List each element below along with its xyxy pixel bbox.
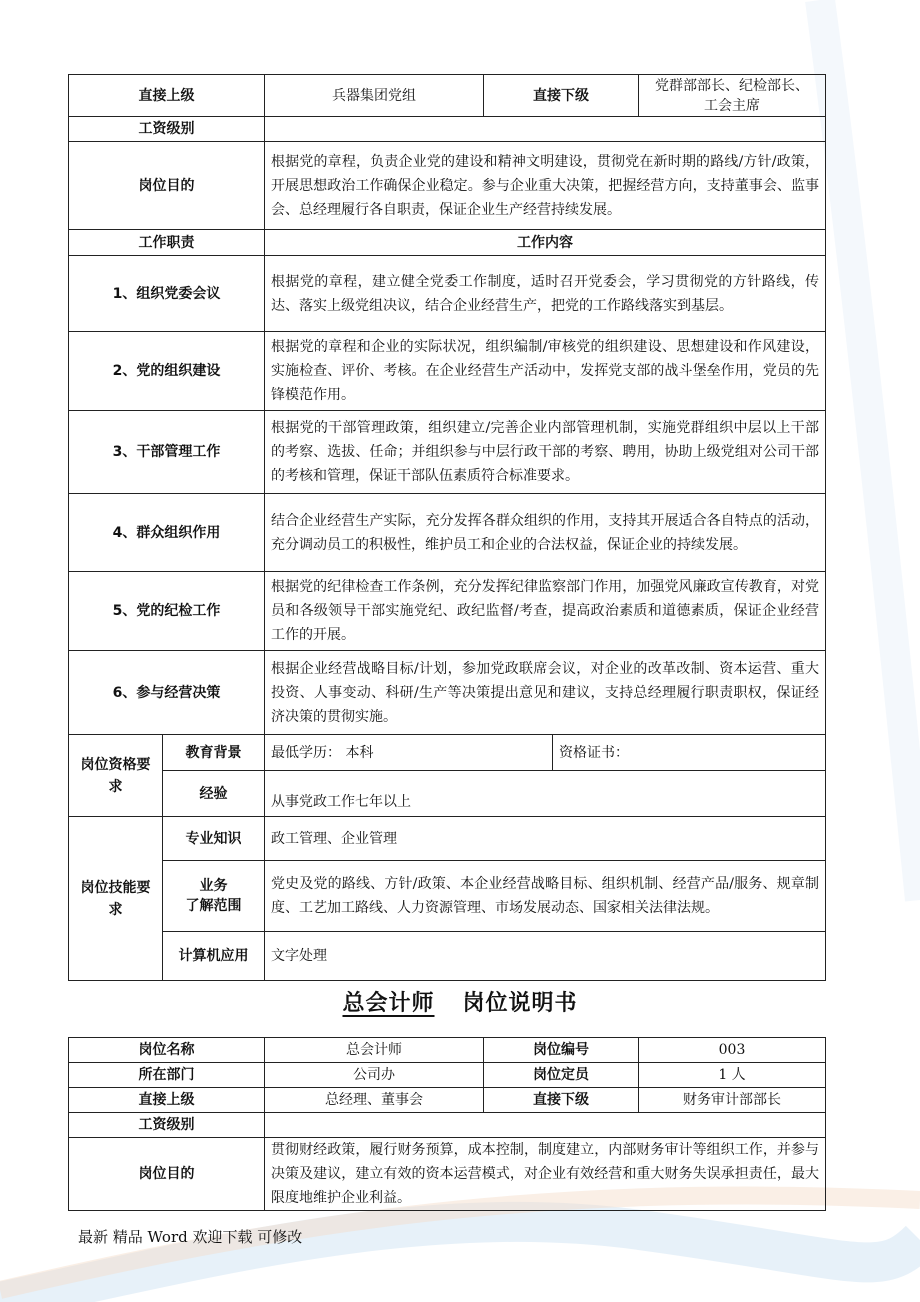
section-title — [0, 986, 920, 1017]
purpose-label: 岗位目的 — [69, 1138, 265, 1211]
purpose-value: 根据党的章程，负责企业党的建设和精神文明建设，贯彻党在新时期的路线/方针/政策，开展思想政治工作确保企业稳定。参与企业重大决策，把握经营方向，支持董事会、监事会、总经理履行各自职责，保证企业生产经营持续发展。 — [265, 142, 826, 230]
direct-subordinate-value: 党群部部长、纪检部长、工会主席 — [639, 75, 826, 117]
purpose-label: 岗位目的 — [69, 142, 265, 230]
position-code-label: 岗位编号 — [484, 1038, 639, 1063]
salary-level-value — [265, 1113, 826, 1138]
direct-subordinate-label: 直接下级 — [484, 75, 639, 117]
position-name-label: 岗位名称 — [69, 1038, 265, 1063]
certificate-value: 资格证书： — [553, 735, 826, 771]
job-description-table-chief-accountant — [68, 1037, 826, 1211]
purpose-value: 贯彻财经政策，履行财务预算，成本控制，制度建立，内部财务审计等组织工作，并参与决策及建议，建立有效的资本运营模式，对企业有效经营和重大财务失误承担责任，最大限度地维护企业利益。 — [265, 1138, 826, 1211]
duty-column-header: 工作职责 — [69, 230, 265, 256]
footer-note: 最新 精品 Word 欢迎下载 可修改 — [78, 1228, 303, 1246]
duty-title: 5、党的纪检工作 — [69, 572, 265, 651]
position-code-value: 003 — [639, 1038, 826, 1063]
salary-level-value — [265, 117, 826, 142]
department-value: 公司办 — [265, 1063, 484, 1088]
business-label-line1: 业务 — [199, 878, 228, 894]
direct-superior-value: 总经理、董事会 — [265, 1088, 484, 1113]
knowledge-label: 专业知识 — [163, 817, 265, 861]
business-label-line2: 了解范围 — [185, 898, 242, 914]
duty-content: 结合企业经营生产实际，充分发挥各群众组织的作用，支持其开展适合各自特点的活动，充分调动员工的积极性，维护员工和企业的合法权益，保证企业的持续发展。 — [265, 494, 826, 572]
headcount-label: 岗位定员 — [484, 1063, 639, 1088]
direct-subordinate-label: 直接下级 — [484, 1088, 639, 1113]
experience-label: 经验 — [163, 771, 265, 817]
direct-subordinate-value: 财务审计部部长 — [639, 1088, 826, 1113]
duty-content: 根据党的纪律检查工作条例，充分发挥纪律监察部门作用，加强党风廉政宣传教育，对党员和各级领导干部实施党纪、政纪监督/考查，提高政治素质和道德素质，保证企业经营工作的开展。 — [265, 572, 826, 651]
duty-content: 根据企业经营战略目标/计划，参加党政联席会议，对企业的改革改制、资本运营、重大投资、人事变动、科研/生产等决策提出意见和建议，支持总经理履行职责职权，保证经济决策的贯彻实施。 — [265, 651, 826, 735]
duty-title: 1、组织党委会议 — [69, 256, 265, 332]
direct-superior-label: 直接上级 — [69, 75, 265, 117]
knowledge-value: 政工管理、企业管理 — [265, 817, 826, 861]
section-title-position: 总会计师 — [342, 991, 435, 1016]
content-column-header: 工作内容 — [265, 230, 826, 256]
duty-content: 根据党的章程和企业的实际状况，组织编制/审核党的组织建设、思想建设和作风建设，实施检查、评价、考核。在企业经营生产活动中，发挥党支部的战斗堡垒作用，党员的先锋模范作用。 — [265, 332, 826, 411]
direct-superior-label: 直接上级 — [69, 1088, 265, 1113]
department-label: 所在部门 — [69, 1063, 265, 1088]
duty-title: 6、参与经营决策 — [69, 651, 265, 735]
experience-value: 从事党政工作七年以上 — [265, 771, 826, 817]
job-description-table-party-secretary — [68, 74, 826, 981]
education-value: 最低学历： 本科 — [265, 735, 553, 771]
skill-label: 岗位技能要求 — [69, 817, 163, 981]
business-scope-label — [163, 861, 265, 932]
headcount-value: 1 人 — [639, 1063, 826, 1088]
duty-title: 4、群众组织作用 — [69, 494, 265, 572]
duty-content: 根据党的章程，建立健全党委工作制度，适时召开党委会，学习贯彻党的方针路线，传达、落实上级党组决议，结合企业经营生产，把党的工作路线落实到基层。 — [265, 256, 826, 332]
computer-label: 计算机应用 — [163, 932, 265, 981]
duty-title: 3、干部管理工作 — [69, 411, 265, 494]
education-label: 教育背景 — [163, 735, 265, 771]
salary-level-label: 工资级别 — [69, 117, 265, 142]
qualification-label: 岗位资格要求 — [69, 735, 163, 817]
position-name-value: 总会计师 — [265, 1038, 484, 1063]
direct-superior-value: 兵器集团党组 — [265, 75, 484, 117]
salary-level-label: 工资级别 — [69, 1113, 265, 1138]
duty-content: 根据党的干部管理政策，组织建立/完善企业内部管理机制，实施党群组织中层以上干部的考察、选拔、任命；并组织参与中层行政干部的考察、聘用，协助上级党组对公司干部的考核和管理，保证干部队伍素质符合标准要求。 — [265, 411, 826, 494]
business-scope-value: 党史及党的路线、方针/政策、本企业经营战略目标、组织机制、经营产品/服务、规章制度、工艺加工路线、人力资源管理、市场发展动态、国家相关法律法规。 — [265, 861, 826, 932]
computer-value: 文字处理 — [265, 932, 826, 981]
section-title-document: 岗位说明书 — [462, 991, 578, 1016]
duty-title: 2、党的组织建设 — [69, 332, 265, 411]
